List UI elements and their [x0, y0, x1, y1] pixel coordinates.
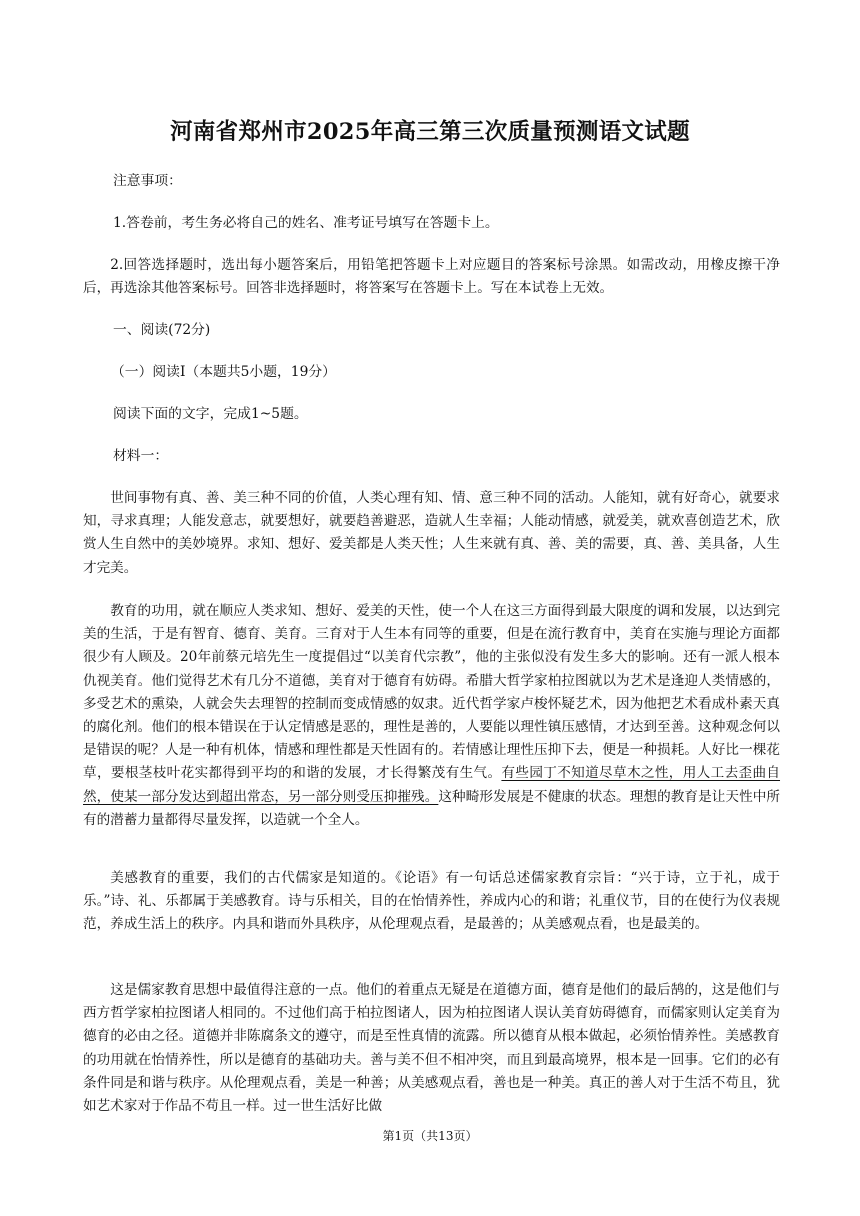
- paragraph-3: 美感教育的重要，我们的古代儒家是知道的。《论语》有一句话总述儒家教育宗旨：“兴于诗，立于礼，成于乐。”诗、礼、乐都属于美感教育。诗与乐相关，目的在怡情养性，养成内心的和谐；礼重仪节，目的在使行为仪表规范，养成生活上的秩序。内具和谐而外具秩序，从伦理观点看，是最善的；从美感观点看，也是最美的。: [83, 870, 780, 933]
- notice-heading: 注意事项：: [113, 173, 182, 189]
- underlined-sentence: 有些园丁不知道尽草木之性，用人工去歪曲自然，使某一部分发达到超出常态，另一部分则受压抑摧残。: [83, 765, 781, 805]
- paragraph-2-text-a: 教育的功用，就在顺应人类求知、想好、爱美的天性，使一个人在这三方面得到最大限度的调和发展，以达到完美的生活，于是有智育、德育、美育。三育对于人生本有同等的重要，但是在流行教育中，美育在实施与理论方面都很少有人顾及。20年前蔡元培先生一度提倡过“以美育代宗教”，他的主张似没有发生多大的影响。还有一派人根本仇视美育。他们觉得艺术有几分不道德，美育对于德育有妨碍。希腊大哲学家柏拉图就以为艺术是逢迎人类情感的，多受艺术的熏染，人就会失去理智的控制而变成情感的奴隶。近代哲学家卢梭怀疑艺术，因为他把艺术看成朴素天真的腐化剂。他们的根本错误在于认定情感是恶的，理性是善的，人要能以理性镇压感情，才达到至善。这种观念何以是错误的呢？人是一种有机体，情感和理性都是天性固有的。若情感让理性压抑下去，便是一种损耗。人好比一棵花草，要根茎枝叶花实都得到平均的和谐的发展，才长得繁茂有生气。: [83, 603, 780, 782]
- page-footer: 第1页（共13页）: [382, 1129, 478, 1143]
- paragraph-2: [83, 600, 780, 832]
- paragraph-1: 世间事物有真、善、美三种不同的价值，人类心理有知、情、意三种不同的活动。人能知，就有好奇心，就要求知，寻求真理；人能发意志，就要想好，就要趋善避恶，造就人生幸福；人能动情感，就爱美，就欢喜创造艺术，欣赏人生自然中的美妙境界。求知、想好、爱美都是人类天性；人生来就有真、善、美的需要，真、善、美具备，人生才完美。: [83, 490, 780, 576]
- reading-instruction: 阅读下面的文字，完成1~5题。: [113, 406, 308, 422]
- paragraph-4: 这是儒家教育思想中最值得注意的一点。他们的着重点无疑是在道德方面，德育是他们的最后鹄的，这是他们与西方哲学家柏拉图诸人相同的。不过他们高于柏拉图诸人，因为柏拉图诸人误认美育妨碍德育，而儒家则认定美育为德育的必由之径。道德并非陈腐条文的遵守，而是至性真情的流露。所以德育从根本做起，必须怡情养性。美感教育的功用就在怡情养性，所以是德育的基础功夫。善与美不但不相冲突，而且到最高境界，根本是一回事。它们的必有条件同是和谐与秩序。从伦理观点看，美是一种善；从美感观点看，善也是一种美。真正的善人对于生活不苟且，犹如艺术家对于作品不苟且一样。过一世生活好比做: [83, 982, 780, 1115]
- paragraph-2-text-b: 这种畸形发展是不健康的状态。理想的教育是让天性中所有的潜蓄力量都得尽量发挥，以造就一个全人。: [83, 788, 781, 828]
- document-title: 河南省郑州市2025年高三第三次质量预测语文试题: [170, 119, 690, 145]
- notice-item-1: 1.答卷前，考生务必将自己的姓名、准考证号填写在答题卡上。: [113, 215, 499, 231]
- material-label: 材料一：: [113, 448, 169, 464]
- notice-item-2: 2.回答选择题时，选出每小题答案后，用铅笔把答题卡上对应题目的答案标号涂黑。如需改动，用橡皮擦干净后，再选涂其他答案标号。回答非选择题时，将答案写在答题卡上。写在本试卷上无效。: [83, 257, 780, 297]
- subsection-heading: （一）阅读Ⅰ（本题共5小题，19分）: [111, 364, 336, 380]
- section-heading: 一、阅读(72分): [113, 322, 211, 338]
